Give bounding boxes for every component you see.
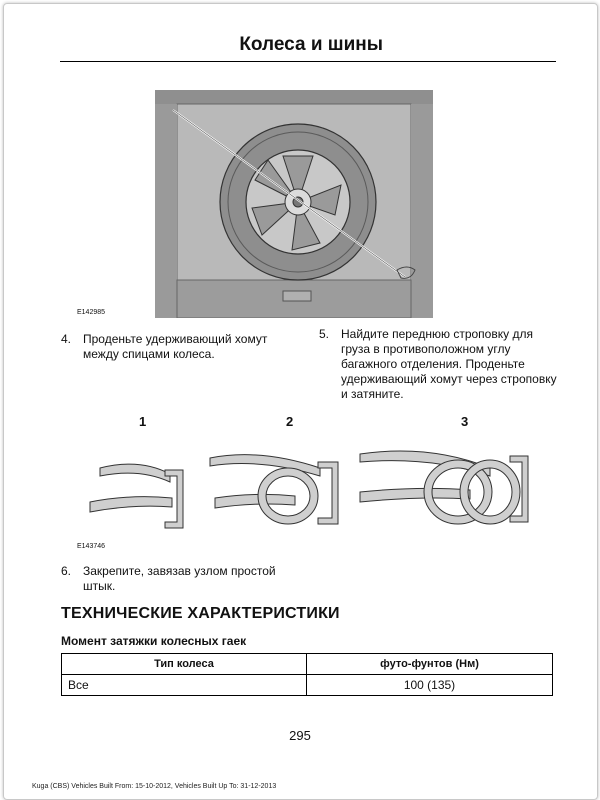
specs-heading: ТЕХНИЧЕСКИЕ ХАРАКТЕРИСТИКИ	[61, 605, 340, 622]
cell-torque-value: 100 (135)	[307, 675, 553, 696]
figure-label-trunk: E142985	[77, 309, 106, 316]
title-rule	[60, 61, 556, 62]
figure-label-knots: E143746	[77, 543, 106, 550]
page-title: Колеса и шины	[239, 34, 383, 55]
step-text: Проденьте удерживающий хомут между спицами колеса.	[83, 332, 268, 361]
torque-table	[61, 653, 553, 696]
step-6	[61, 564, 301, 594]
knot-step-number-1: 1	[139, 414, 147, 429]
step-number: 5.	[319, 327, 330, 341]
knot-step-number-3: 3	[461, 414, 469, 429]
trunk-spare-wheel-illustration	[155, 90, 433, 318]
knot-step-number-2: 2	[286, 414, 294, 429]
column-header-wheel-type: Тип колеса	[62, 654, 307, 675]
table-header-row	[62, 654, 553, 675]
specs-subheading: Момент затяжки колесных гаек	[61, 634, 247, 648]
step-text: Закрепите, завязав узлом простой штык.	[83, 564, 276, 593]
step-4	[61, 332, 301, 362]
step-number: 4.	[61, 332, 72, 346]
page-number: 295	[289, 728, 311, 743]
step-number: 6.	[61, 564, 72, 578]
table-row	[62, 675, 553, 696]
column-header-torque: футо-фунтов (Нм)	[307, 654, 553, 675]
step-text: Найдите переднюю строповку для груза в противоположном углу багажного отделения. Проденьте удерживающий хомут через строповку и затяните.	[341, 327, 557, 401]
footer-text: Kuga (CBS) Vehicles Built From: 15-10-2012, Vehicles Built Up To: 31-12-2013	[32, 783, 277, 790]
cell-wheel-type: Все	[62, 675, 307, 696]
step-5	[319, 327, 557, 402]
knot-steps-illustration	[70, 440, 560, 540]
